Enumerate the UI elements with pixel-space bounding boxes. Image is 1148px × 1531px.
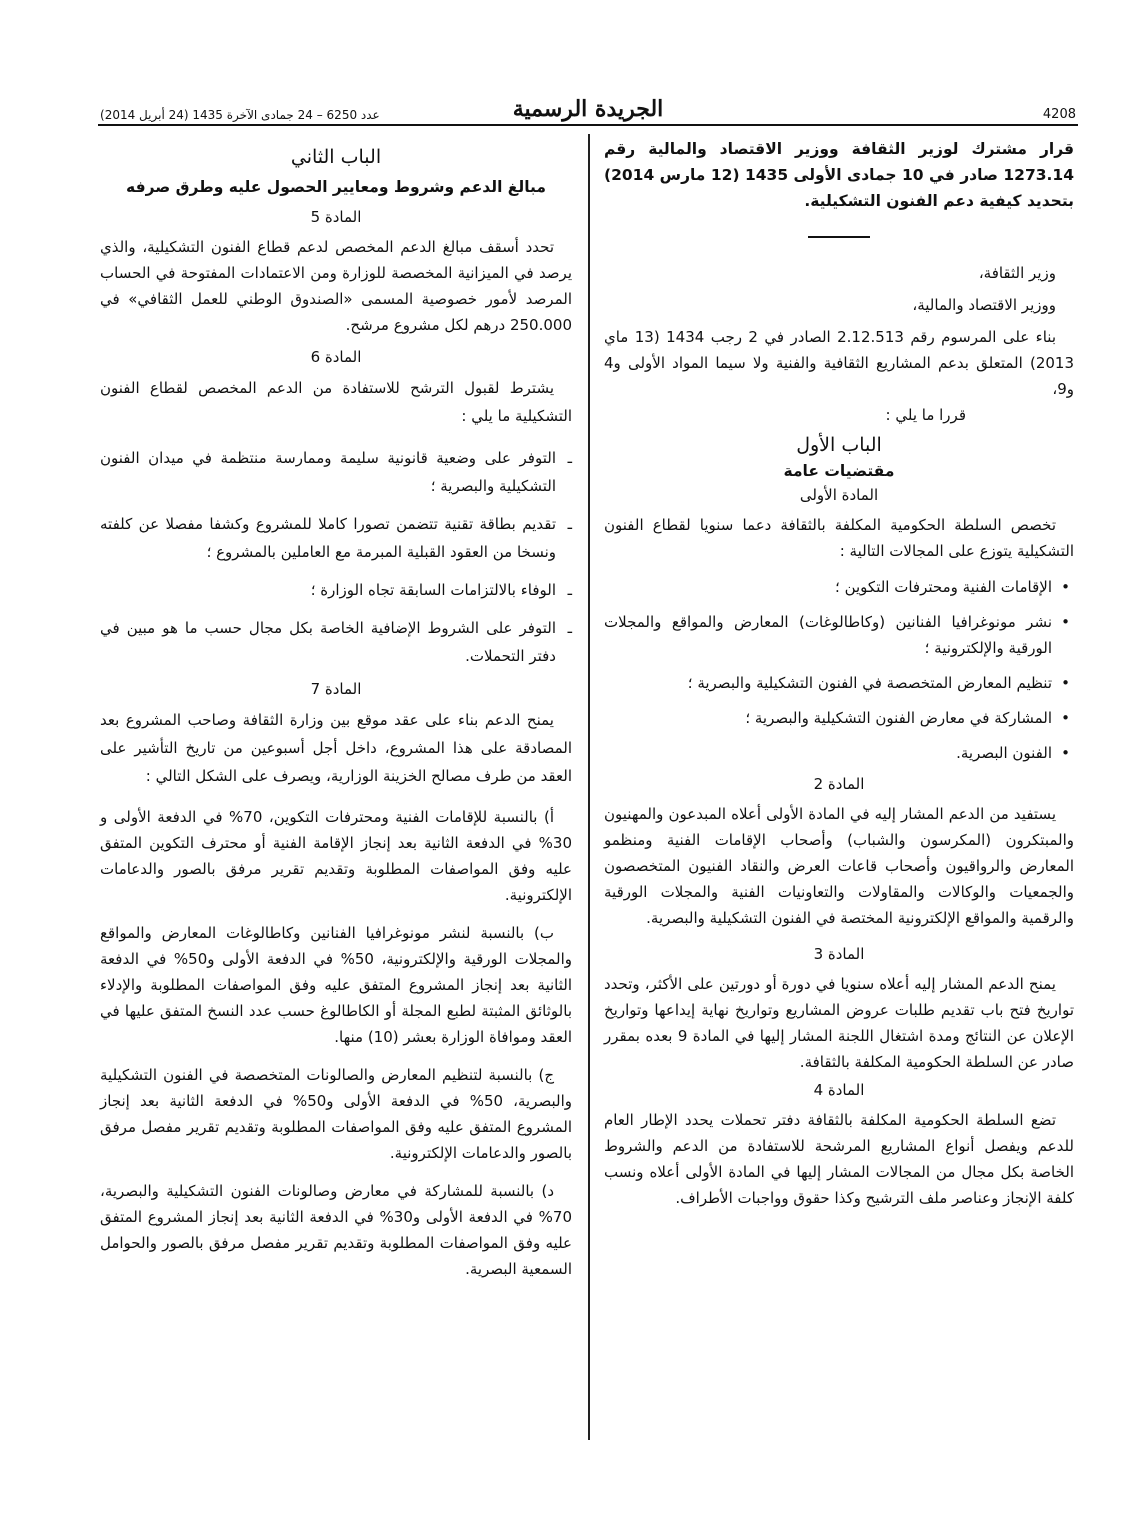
decided: قررا ما يلي : xyxy=(885,406,966,424)
article-6-title: المادة 6 xyxy=(310,348,362,366)
article-7-text: يمنح الدعم بناء على عقد موقع بين وزارة الثقافة وصاحب المشروع بعد المصادقة على هذا المشروع، داخل أجل أسبوعين من تاريخ التأشير على العقد من طرف مصالح الخزينة الوزارية، ويصرف على الشكل التالي : xyxy=(100,711,572,785)
list-item: • تنظيم المعارض المتخصصة في الفنون التشكيلية والبصرية ؛ xyxy=(604,670,1074,696)
article-4-title: المادة 4 xyxy=(813,1081,865,1099)
issue-info: عدد 6250 – 24 جمادى الآخرة 1435 (24 أبريل 2014) xyxy=(100,108,380,122)
article-6-list xyxy=(100,444,572,670)
article-2-text: يستفيد من الدعم المشار إليه في المادة الأولى أعلاه المبدعون والمهنيون والمبتكرون (المكرسون والشباب) وأصحاب الإقامات الفنية ومنظمو المعارض والرواقيون وأصحاب قاعات العرض والنقاد الفنيون المتخصصون والجمعيات والوكالات والمقاولات والتعاونيات الفنية والمجلات الورقية والرقمية والمواقع الإلكترونية المختصة في الفنون التشكيلية والبصرية. xyxy=(604,805,1074,927)
dash-icon: ـ xyxy=(567,449,572,467)
journal-title: الجريدة الرسمية xyxy=(512,96,664,122)
article-5-title: المادة 5 xyxy=(310,208,362,226)
list-item: ـ الوفاء بالالتزامات السابقة تجاه الوزارة ؛ xyxy=(100,576,572,604)
chapter-1-subtitle: مقتضيات عامة xyxy=(783,462,895,480)
page-number: 4208 xyxy=(1042,107,1076,122)
article-5-text: تحدد أسقف مبالغ الدعم المخصص لدعم قطاع الفنون التشكيلية، والذي يرصد في الميزانية المخصصة للوزارة ومن الاعتمادات المفتوحة في الحساب المرصد لأمور خصوصية المسمى «الصندوق الوطني للعمل الثقافي» في 250.000 درهم لكل مشروع مرشح. xyxy=(100,238,572,334)
list-item: ـ تقديم بطاقة تقنية تتضمن تصورا كاملا للمشروع وكشفا مفصلا عن كلفته ونسخا من العقود القبلية المبرمة مع العاملين بالمشروع ؛ xyxy=(100,510,572,566)
list-item: ـ التوفر على وضعية قانونية سليمة وممارسة منتظمة في ميدان الفنون التشكيلية والبصرية ؛ xyxy=(100,444,572,500)
article-1-list xyxy=(604,574,1074,766)
column-divider xyxy=(588,134,590,1440)
bullet-icon: • xyxy=(1061,674,1070,692)
preamble: بناء على المرسوم رقم 2.12.513 الصادر في 2 رجب 1434 (13 ماي 2013) المتعلق بدعم المشاريع الثقافية والفنية ولا سيما المواد الأولى و4 و9، xyxy=(604,328,1074,398)
article-6-text: يشترط لقبول الترشح للاستفادة من الدعم المخصص لقطاع الفنون التشكيلية ما يلي : xyxy=(100,379,572,425)
header-rule xyxy=(98,124,1078,126)
bullet-icon: • xyxy=(1061,709,1070,727)
bullet-icon: • xyxy=(1061,578,1070,596)
chapter-2-subtitle: مبالغ الدعم وشروط ومعايير الحصول عليه وطرق صرفه xyxy=(126,178,546,196)
minister-1: وزير الثقافة، xyxy=(978,264,1056,282)
dash-icon: ـ xyxy=(567,515,572,533)
dash-icon: ـ xyxy=(567,619,572,637)
chapter-2-title: الباب الثاني xyxy=(290,146,382,168)
article-1-title: المادة الأولى xyxy=(799,486,879,504)
bullet-icon: • xyxy=(1061,744,1070,762)
left-column xyxy=(100,136,572,1294)
article-4-text: تضع السلطة الحكومية المكلفة بالثقافة دفتر تحملات يحدد الإطار العام للدعم ويفصل أنواع المشاريع المرشحة للاستفادة من الدعم والشروط الخاصة بكل مجال من المجالات المشار إليها في المادة الأولى أعلاه ونسب كلفة الإنجاز وعناصر ملف الترشيح وكذا حقوق وواجبات الأطراف. xyxy=(604,1111,1074,1207)
minister-2: ووزير الاقتصاد والمالية، xyxy=(912,296,1056,314)
article-3-title: المادة 3 xyxy=(813,945,865,963)
list-item: أ) بالنسبة للإقامات الفنية ومحترفات التكوين، 70% في الدفعة الأولى و 30% في الدفعة الثانية بعد إنجاز الإقامة الفنية أو محترف التكوين المتفق عليه وفق المواصفات المطلوبة وتقديم تقرير مرفق بالصور والدعامات الإلكترونية. xyxy=(100,808,572,904)
chapter-1-title: الباب الأول xyxy=(796,434,882,456)
article-7-title: المادة 7 xyxy=(310,680,362,698)
title-separator xyxy=(808,236,870,238)
list-item: ج) بالنسبة لتنظيم المعارض والصالونات المتخصصة في الفنون التشكيلية والبصرية، 50% في الدفعة الأولى و50% في الدفعة الثانية بعد إنجاز المشروع المتفق عليه وفق المواصفات المطلوبة وتقديم تقرير مفصل مرفق بالصور والدعامات الإلكترونية. xyxy=(100,1066,572,1162)
list-item: • الفنون البصرية. xyxy=(604,740,1074,766)
article-7-list xyxy=(100,804,572,1282)
decree-title: قرار مشترك لوزير الثقافة ووزير الاقتصاد والمالية رقم 1273.14 صادر في 10 جمادى الأولى 1435 (12 مارس 2014) بتحديد كيفية دعم الفنون التشكيلية. xyxy=(604,140,1074,210)
page-header xyxy=(100,96,1076,122)
list-item: • نشر مونوغرافيا الفنانين (وكاطالوغات) المعارض والمواقع والمجلات الورقية والإلكترونية ؛ xyxy=(604,609,1074,661)
article-3-text: يمنح الدعم المشار إليه أعلاه سنويا في دورة أو دورتين على الأكثر، وتحدد تواريخ فتح باب تقديم طلبات عروض المشاريع وتواريخ نهاية إيداعها وتواريخ الإعلان عن النتائج ومدة اشتغال اللجنة المشار إليها في المادة 9 بعده بمقرر صادر عن السلطة الحكومية المكلفة بالثقافة. xyxy=(604,975,1074,1071)
list-item: د) بالنسبة للمشاركة في معارض وصالونات الفنون التشكيلية والبصرية، 70% في الدفعة الأولى و30% في الدفعة الثانية بعد إنجاز المشروع المتفق عليه وفق المواصفات المطلوبة وتقديم تقرير مفصل مرفق بالصور والحوامل السمعية البصرية. xyxy=(100,1182,573,1278)
right-column xyxy=(604,136,1074,1211)
list-item: ـ التوفر على الشروط الإضافية الخاصة بكل مجال حسب ما هو مبين في دفتر التحملات. xyxy=(100,614,572,670)
dash-icon: ـ xyxy=(567,581,572,599)
bullet-icon: • xyxy=(1061,613,1070,631)
list-item: • المشاركة في معارض الفنون التشكيلية والبصرية ؛ xyxy=(604,705,1074,731)
article-1-text: تخصص السلطة الحكومية المكلفة بالثقافة دعما سنويا لقطاع الفنون التشكيلية يتوزع على المجالات التالية : xyxy=(604,516,1074,560)
article-2-title: المادة 2 xyxy=(813,775,865,793)
list-item: ب) بالنسبة لنشر مونوغرافيا الفنانين وكاطالوغات المعارض والمواقع والمجلات الورقية والإلكترونية، 50% في الدفعة الأولى و50% في الدفعة الثانية بعد إنجاز المشروع المتفق عليه وفق المواصفات المطلوبة والإدلاء بالوثائق المثبتة لطبع المجلة أو الكاطالوغ حسب عدد النسخ المتفق عليها في العقد وموافاة الوزارة بعشر (10) منها. xyxy=(100,924,573,1046)
list-item: • الإقامات الفنية ومحترفات التكوين ؛ xyxy=(604,574,1074,600)
